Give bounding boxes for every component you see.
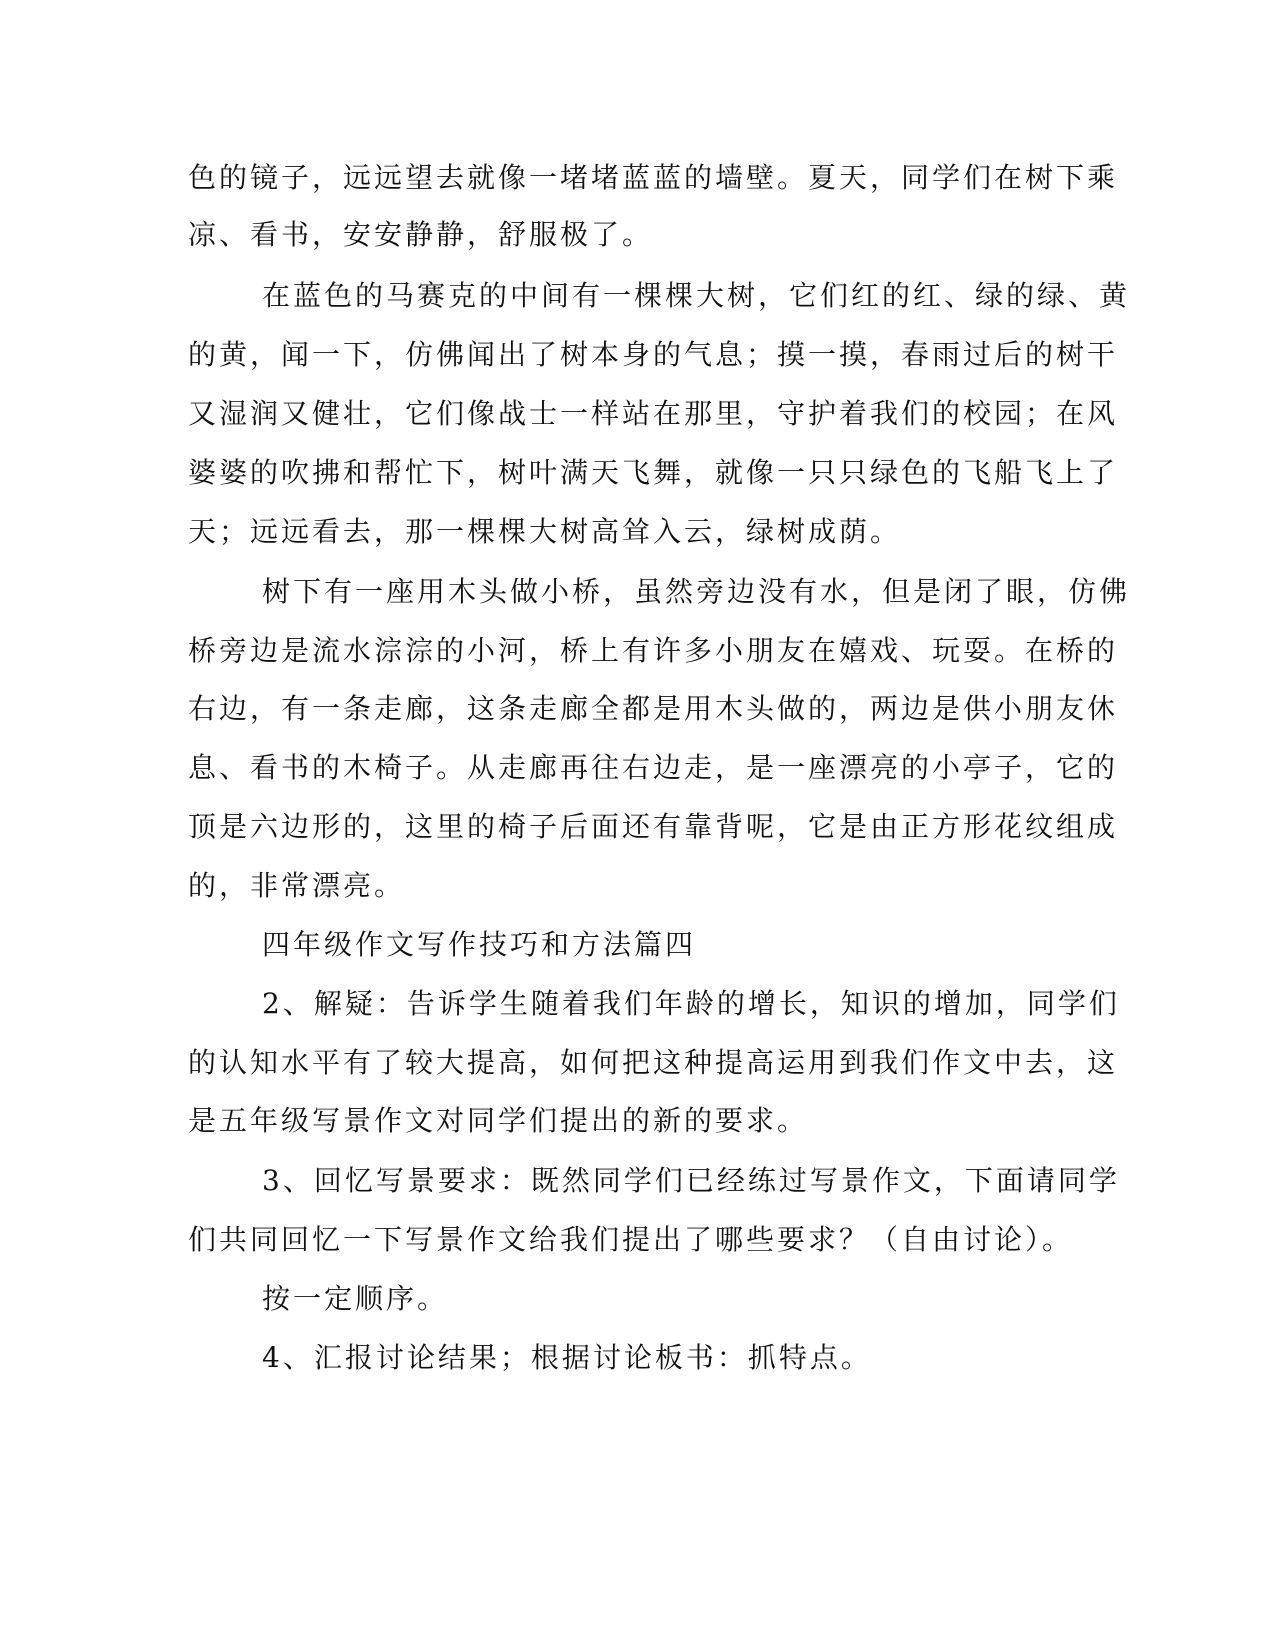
paragraph-8-line-1: 4、汇报讨论结果；根据讨论板书：抓特点。 <box>262 1341 872 1374</box>
paragraph-1-line-2: 凉、看书，安安静静，舒服极了。 <box>188 218 654 251</box>
paragraph-5-line-1: 2、解疑：告诉学生随着我们年龄的增长，知识的增加，同学们 <box>262 987 1120 1020</box>
paragraph-6-line-1: 3、回忆写景要求：既然同学们已经练过写景作文，下面请同学 <box>262 1164 1120 1197</box>
paragraph-5-line-3: 是五年级写景作文对同学们提出的新的要求。 <box>188 1104 809 1137</box>
paragraph-3-line-2: 桥旁边是流水淙淙的小河，桥上有许多小朋友在嬉戏、玩耍。在桥的 <box>188 634 1119 667</box>
paragraph-2-line-3: 又湿润又健壮，它们像战士一样站在那里，守护着我们的校园；在风 <box>188 397 1119 430</box>
paragraph-2-line-1: 在蓝色的马赛克的中间有一棵棵大树，它们红的红、绿的绿、黄 <box>262 279 1131 312</box>
paragraph-3-line-6: 的，非常漂亮。 <box>188 869 406 902</box>
paragraph-2-line-4: 婆婆的吹拂和帮忙下，树叶满天飞舞，就像一只只绿色的飞船飞上了 <box>188 456 1119 489</box>
section-heading: 四年级作文写作技巧和方法篇四 <box>262 928 697 961</box>
paragraph-3-line-3: 右边，有一条走廊，这条走廊全都是用木头做的，两边是供小朋友休 <box>188 692 1119 725</box>
paragraph-3-line-1: 树下有一座用木头做小桥，虽然旁边没有水，但是闭了眼，仿佛 <box>262 575 1131 608</box>
paragraph-7-line-1: 按一定顺序。 <box>262 1282 449 1315</box>
paragraph-5-line-2: 的认知水平有了较大提高，如何把这种提高运用到我们作文中去，这 <box>188 1046 1119 1079</box>
paragraph-3-line-4: 息、看书的木椅子。从走廊再往右边走，是一座漂亮的小亭子，它的 <box>188 751 1119 784</box>
paragraph-3-line-5: 顶是六边形的，这里的椅子后面还有靠背呢，它是由正方形花纹组成 <box>188 810 1119 843</box>
paragraph-2-line-2: 的黄，闻一下，仿佛闻出了树本身的气息；摸一摸，春雨过后的树干 <box>188 338 1119 371</box>
paragraph-1-line-1: 色的镜子，远远望去就像一堵堵蓝蓝的墙壁。夏天，同学们在树下乘 <box>188 161 1119 194</box>
paragraph-6-line-2: 们共同回忆一下写景作文给我们提出了哪些要求？（自由讨论）。 <box>188 1223 1074 1256</box>
paragraph-2-line-5: 天；远远看去，那一棵棵大树高耸入云，绿树成荫。 <box>188 515 902 548</box>
